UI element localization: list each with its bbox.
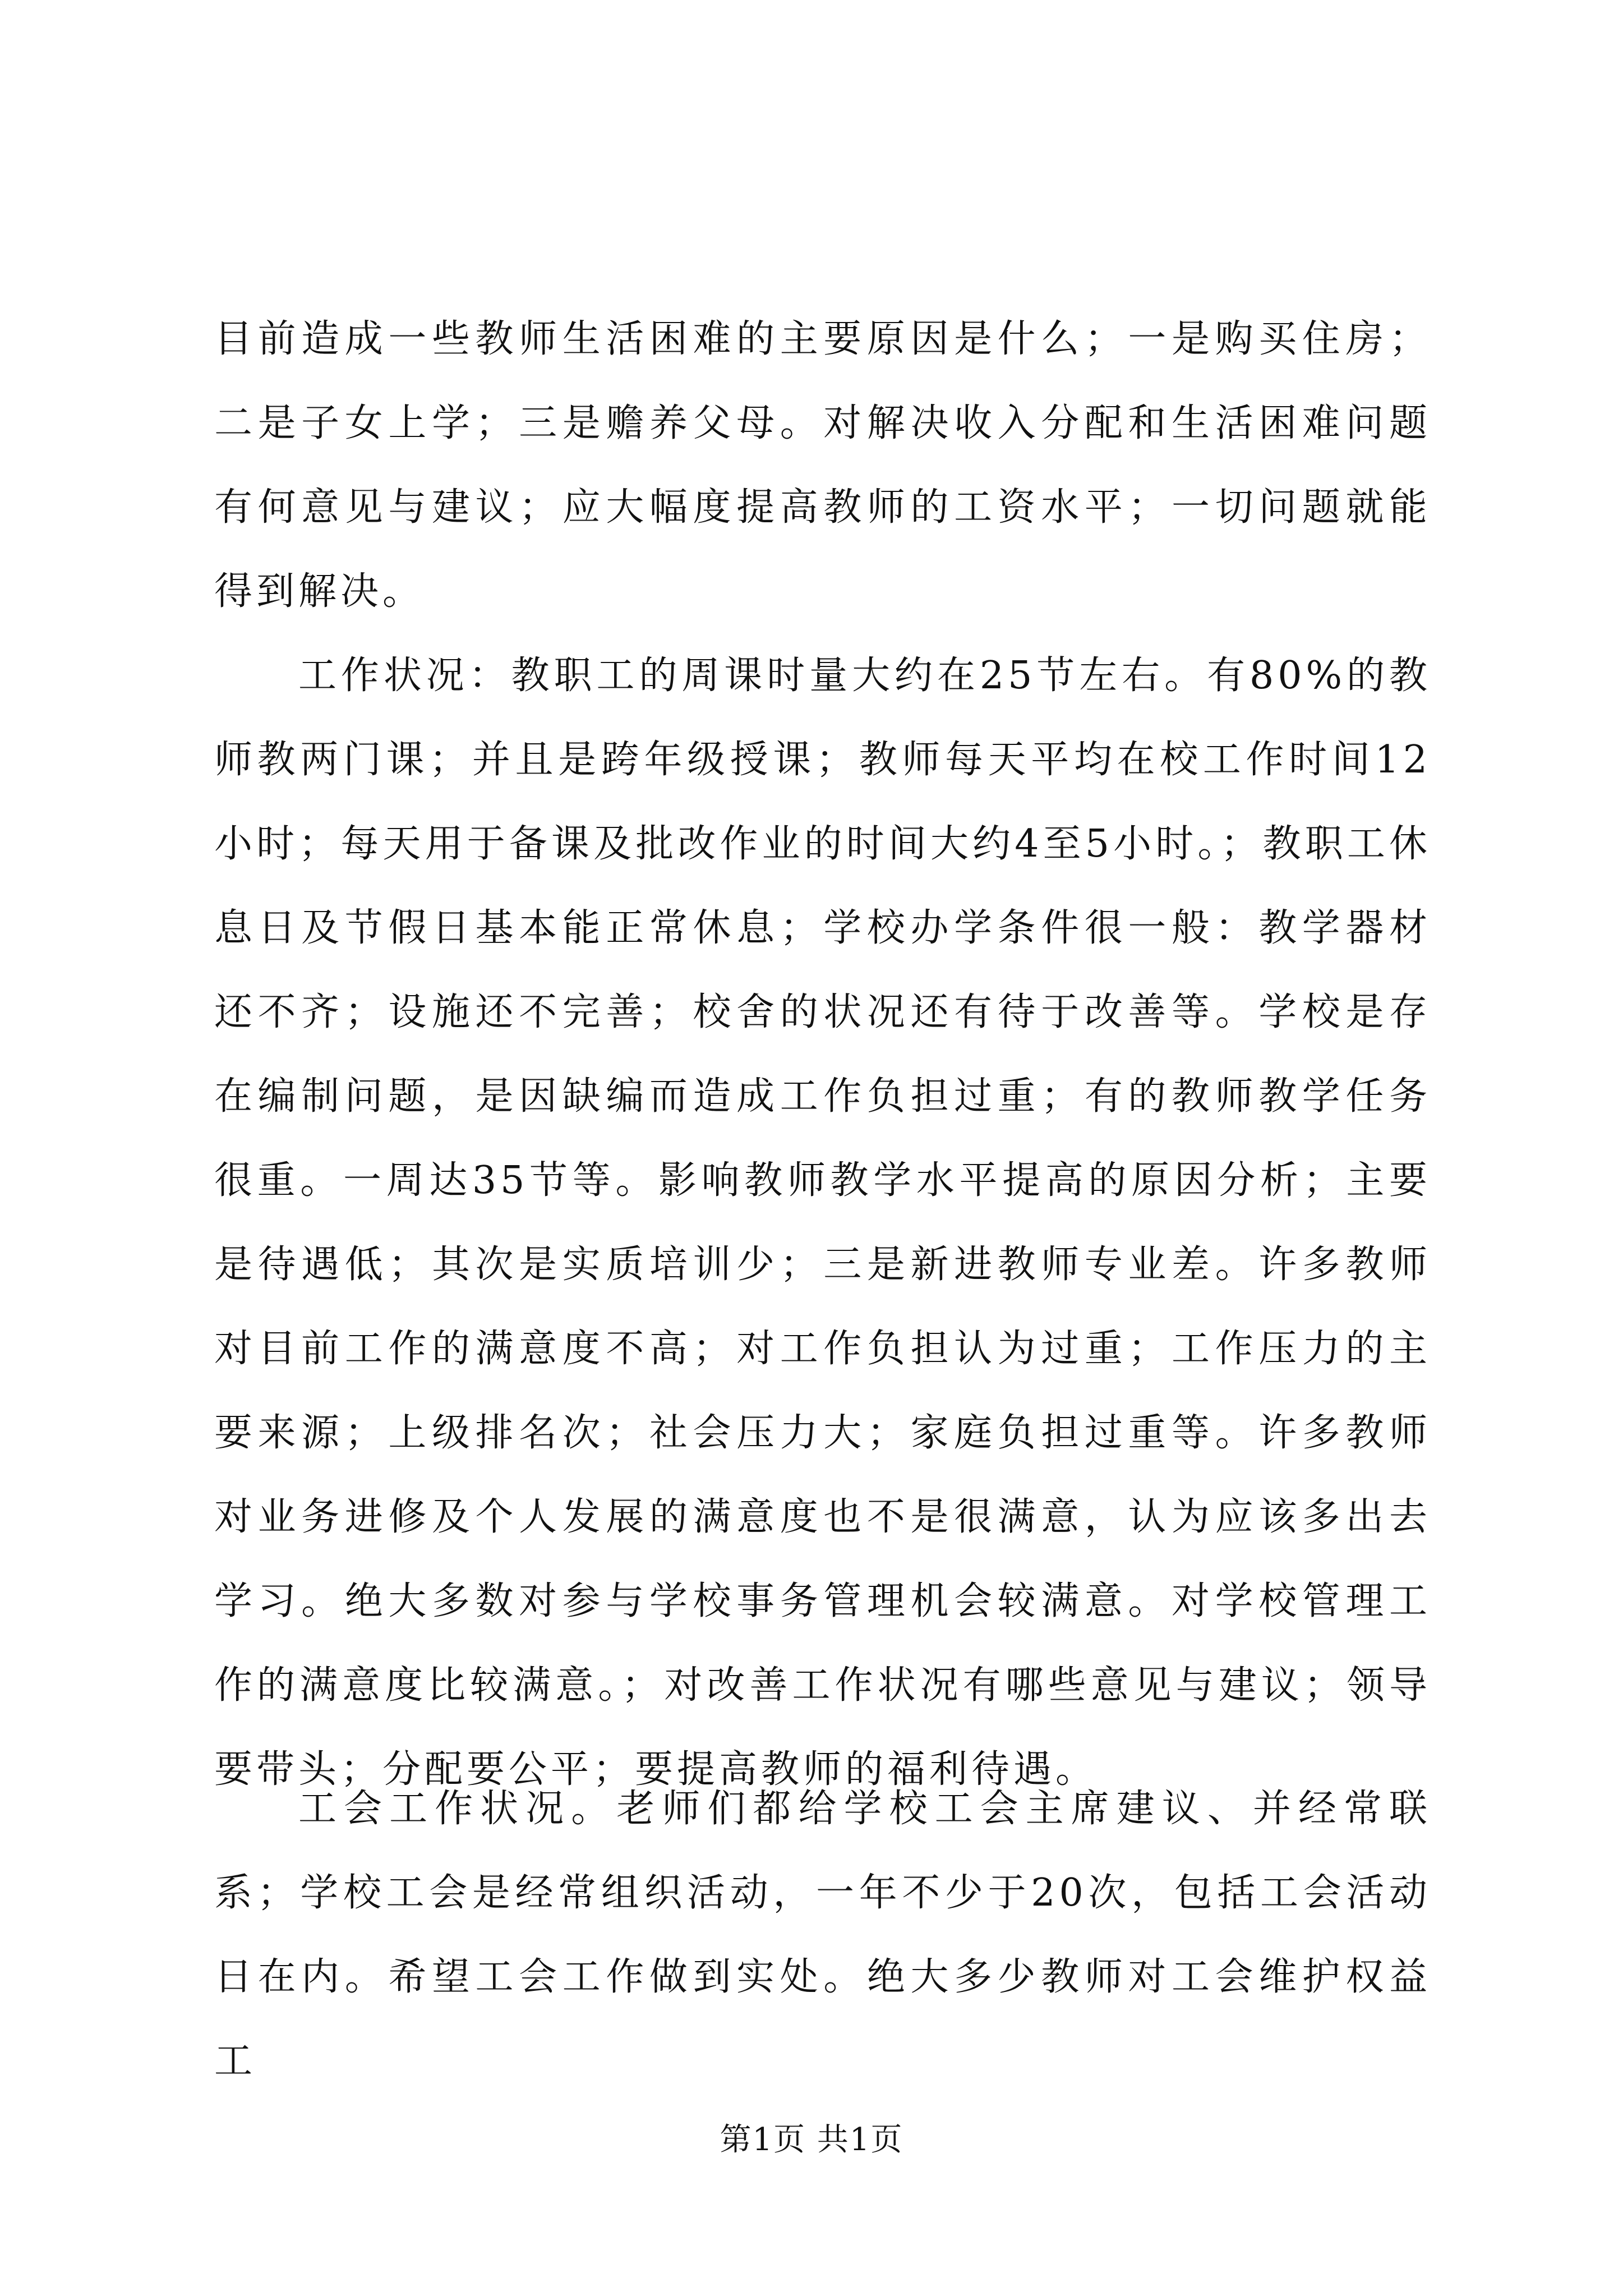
- paragraph-living-difficulties: 目前造成一些教师生活困难的主要原因是什么；一是购买住房；二是子女上学；三是赡养父母。对解决收入分配和生活困难问题有何意见与建议；应大幅度提高教师的工资水平；一切问题就能得到解决。: [214, 317, 1431, 614]
- paragraph-work-status: 工作状况：教职工的周课时量大约在25节左右。有80%的教师教两门课；并且是跨年级授课；教师每天平均在校工作时间12小时；每天用于备课及批改作业的时间大约4至5小时。；教职工休息日及节假日基本能正常休息；学校办学条件很一般：教学器材还不齐；设施还不完善；校舍的状况还有待于改善等。学校是存在编制问题，是因缺编而造成工作负担过重；有的教师教学任务很重。一周达35节等。影响教师教学水平提高的原因分析；主要是待遇低；其次是实质培训少；三是新进教师专业差。许多教师对目前工作的满意度不高；对工作负担认为过重；工作压力的主要来源；上级排名次；社会压力大；家庭负担过重等。许多教师对业务进修及个人发展的满意度也不是很满意，认为应该多出去学习。绝大多数对参与学校事务管理机会较满意。对学校管理工作的满意度比较满意。；对改善工作状况有哪些意见与建议；领导要带头；分配要公平；要提高教师的福利待遇。: [214, 654, 1431, 1792]
- page-number-footer: 第1页 共1页: [720, 2122, 903, 2158]
- paragraph-union-work: 工会工作状况。老师们都给学校工会主席建议、并经常联系；学校工会是经常组织活动，一年不少于20次，包括工会活动日在内。希望工会工作做到实处。绝大多少教师对工会维护权益工: [214, 1787, 1431, 2083]
